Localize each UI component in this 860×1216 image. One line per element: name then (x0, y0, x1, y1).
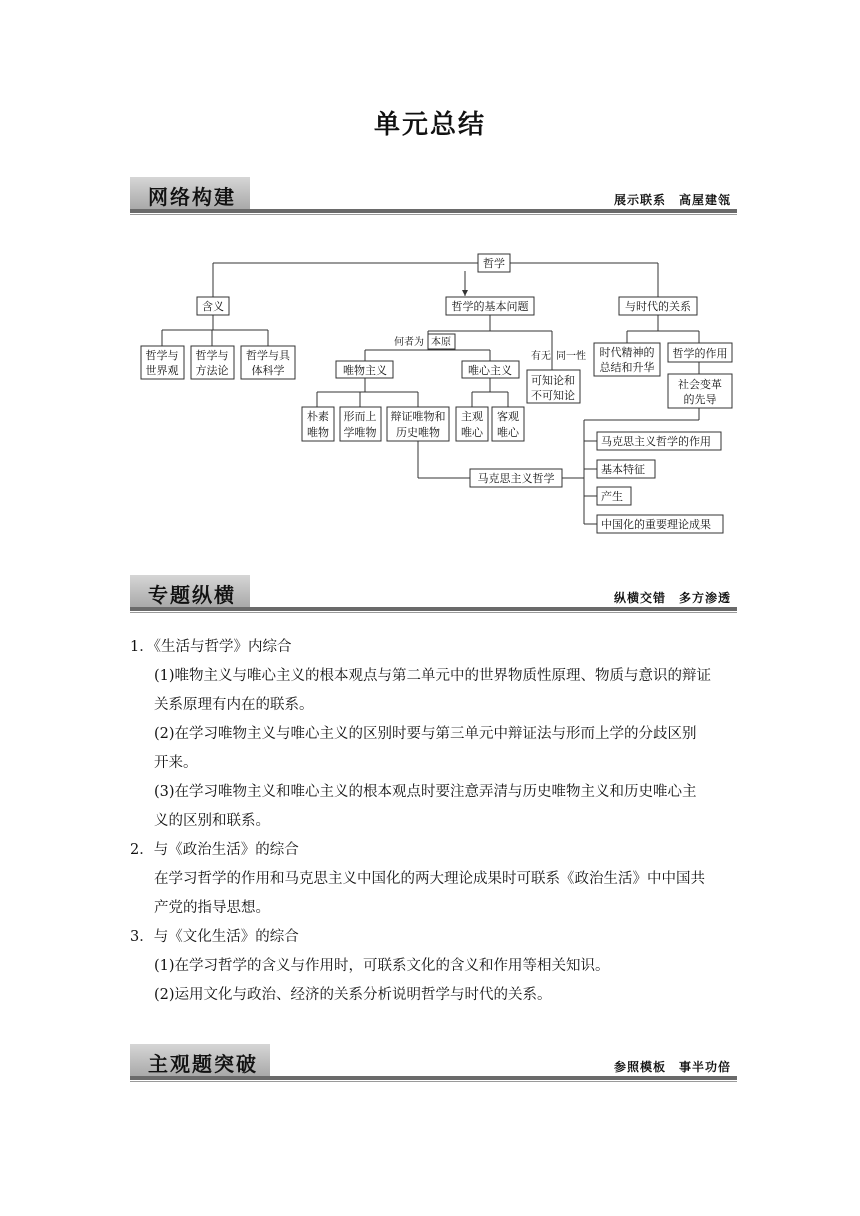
section-rule-thin (130, 612, 737, 613)
label-which: 何者为 (394, 337, 424, 348)
section-rule (130, 209, 737, 213)
paragraph-2a-cont: 产党的指导思想。 (154, 900, 270, 916)
node-origin: 本原 (431, 337, 451, 348)
node-mat1-line1: 朴素 (307, 410, 329, 423)
section-rule-thin (130, 214, 737, 215)
node-mx3: 产生 (601, 490, 623, 503)
node-meaning: 含义 (202, 300, 224, 313)
paragraph-3b: (2)运用文化与政治、经济的关系分析说明哲学与时代的关系。 (154, 987, 552, 1003)
section-rule (130, 607, 737, 611)
section-header-network (130, 177, 737, 217)
node-ide2-line2: 唯心 (497, 426, 519, 439)
section-tab (130, 1044, 270, 1076)
section-header-topics (130, 575, 737, 615)
section-rule (130, 1076, 737, 1080)
node-mx4: 中国化的重要理论成果 (601, 518, 711, 531)
node-era1-line1: 时代精神的 (599, 346, 655, 359)
node-era: 与时代的关系 (625, 300, 691, 313)
node-materialism: 唯物主义 (343, 364, 387, 377)
section-tab (130, 575, 250, 607)
node-mat2-line2: 学唯物 (343, 426, 377, 439)
node-ide1-line1: 主观 (461, 410, 483, 423)
node-mat3-line2: 历史唯物 (396, 426, 440, 439)
node-era1-line2: 总结和升华 (599, 361, 655, 374)
node-knowable-line1: 可知论和 (531, 374, 575, 387)
node-mat2-line1: 形而上 (343, 410, 377, 423)
section-motto: 参照模板 事半功倍 (613, 1060, 731, 1074)
topic-heading-2: 2．与《政治生活》的综合 (130, 842, 299, 858)
section-header-subjective (130, 1044, 737, 1084)
node-era2: 哲学的作用 (672, 347, 728, 360)
node-era3-line1: 社会变革 (678, 378, 722, 391)
paragraph-1a-cont: 关系原理有内在的联系。 (154, 697, 314, 713)
section-motto: 展示联系 高屋建瓴 (613, 193, 731, 207)
node-m2-line1: 哲学与 (195, 349, 229, 362)
section-tab (130, 177, 250, 209)
node-root: 哲学 (483, 257, 505, 270)
label-identity: 同一性 (556, 351, 586, 362)
node-idealism: 唯心主义 (468, 364, 512, 377)
node-mx2: 基本特征 (601, 463, 645, 476)
section-rule-thin (130, 1081, 737, 1082)
section-motto: 纵横交错 多方渗透 (613, 591, 731, 605)
node-m3-line1: 哲学与具 (246, 349, 290, 362)
page-title: 单元总结 (373, 110, 486, 140)
section-label: 专题纵横 (148, 583, 236, 607)
label-existence: 有无 (531, 351, 551, 362)
arrow-head (462, 290, 468, 296)
topic-heading-1: 1．《生活与哲学》内综合 (130, 639, 292, 655)
paragraph-2a: 在学习哲学的作用和马克思主义中国化的两大理论成果时可联系《政治生活》中中国共 (154, 871, 705, 887)
concept-map (0, 240, 860, 550)
node-m3-line2: 体科学 (251, 364, 285, 377)
paragraph-3a: (1)在学习哲学的含义与作用时，可联系文化的含义和作用等相关知识。 (154, 958, 610, 974)
topic-content (130, 633, 736, 1010)
node-marxism: 马克思主义哲学 (477, 472, 555, 485)
paragraph-1b-cont: 开来。 (154, 755, 198, 771)
paragraph-1c-cont: 义的区别和联系。 (154, 813, 270, 829)
node-m1-line1: 哲学与 (145, 349, 179, 362)
node-knowable-line2: 不可知论 (531, 389, 575, 402)
node-m2-line2: 方法论 (195, 364, 229, 377)
node-mx1: 马克思主义哲学的作用 (601, 435, 711, 448)
section-label: 网络构建 (148, 185, 236, 209)
paragraph-1c: (3)在学习唯物主义和唯心主义的根本观点时要注意弄清与历史唯物主义和历史唯心主 (154, 784, 697, 800)
topic-heading-3: 3．与《文化生活》的综合 (130, 929, 299, 945)
node-ide1-line2: 唯心 (461, 426, 483, 439)
node-mat1-line2: 唯物 (307, 426, 329, 439)
node-mat3-line1: 辩证唯物和 (390, 410, 446, 423)
section-label: 主观题突破 (148, 1052, 258, 1076)
node-basic-question: 哲学的基本问题 (451, 300, 529, 313)
paragraph-1a: (1)唯物主义与唯心主义的根本观点与第二单元中的世界物质性原理、物质与意识的辩证 (154, 668, 712, 684)
node-ide2-line1: 客观 (497, 410, 519, 423)
node-era3-line2: 的先导 (683, 393, 717, 406)
node-m1-line2: 世界观 (145, 364, 179, 377)
paragraph-1b: (2)在学习唯物主义与唯心主义的区别时要与第三单元中辩证法与形而上学的分歧区别 (154, 726, 697, 742)
